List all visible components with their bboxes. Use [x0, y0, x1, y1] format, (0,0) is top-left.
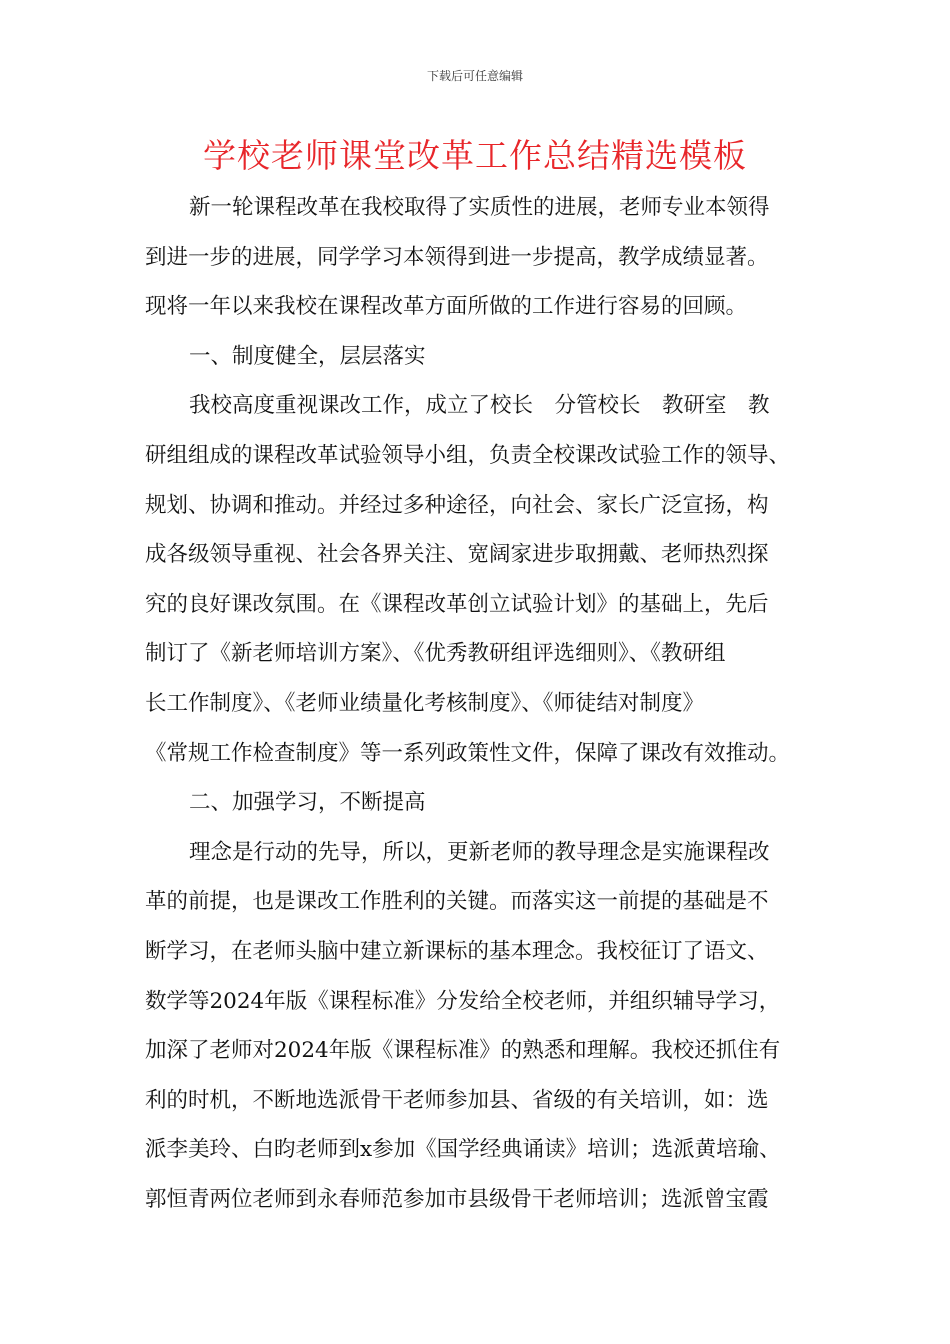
paragraph-line: 规划、协调和推动。并经过多种途径，向社会、家长广泛宣扬，构 [145, 492, 769, 518]
section-heading: 二、加强学习，不断提高 [189, 790, 426, 816]
paragraph-line: 我校高度重视课改工作，成立了校长 分管校长 教研室 教 [189, 393, 770, 419]
paragraph-line: 到进一步的进展，同学学习本领得到进一步提高，教学成绩显著。 [145, 244, 769, 270]
paragraph-line: 新一轮课程改革在我校取得了实质性的进展，老师专业本领得 [189, 195, 770, 220]
paragraph-line: 加深了老师对2024年版《课程标准》的熟悉和理解。我校还抓住有 [145, 1038, 781, 1064]
paragraph-line: 断学习，在老师头脑中建立新课标的基本理念。我校征订了语文、 [145, 938, 769, 964]
paragraph-line: 成各级领导重视、社会各界关注、宽阔家进步取拥戴、老师热烈探 [145, 542, 769, 568]
paragraph-line: 《常规工作检查制度》等一系列政策性文件，保障了课改有效推动。 [145, 740, 791, 766]
paragraph-line: 革的前提，也是课改工作胜利的关键。而落实这一前提的基础是不 [145, 889, 769, 915]
section-heading: 一、制度健全，层层落实 [189, 343, 426, 369]
paragraph-line: 长工作制度》、《老师业绩量化考核制度》、《师徒结对制度》 [145, 690, 705, 716]
paragraph-line: 制订了《新老师培训方案》、《优秀教研组评选细则》、《教研组 [145, 641, 726, 667]
paragraph-line: 现将一年以来我校在课程改革方面所做的工作进行容易的回顾。 [145, 294, 748, 320]
paragraph-line: 研组组成的课程改革试验领导小组，负责全校课改试验工作的领导、 [145, 442, 791, 468]
paragraph-line: 究的良好课改氛围。在《课程改革创立试验计划》的基础上，先后 [145, 591, 769, 617]
paragraph-line: 派李美玲、白昀老师到x参加《国学经典诵读》培训；选派黄培瑜、 [145, 1137, 781, 1163]
paragraph-line: 数学等2024年版《课程标准》分发给全校老师，并组织辅导学习， [145, 988, 781, 1014]
document-body [145, 183, 825, 1224]
download-note: 下载后可任意编辑 [426, 69, 523, 83]
paragraph-line: 理念是行动的先导，所以，更新老师的教导理念是实施课程改 [189, 839, 770, 865]
paragraph-line: 郭恒青两位老师到永春师范参加市县级骨干老师培训；选派曾宝霞 [145, 1186, 769, 1212]
document-title: 学校老师课堂改革工作总结精选模板 [203, 136, 747, 175]
paragraph-line: 利的时机，不断地选派骨干老师参加县、省级的有关培训，如：选 [145, 1087, 769, 1113]
